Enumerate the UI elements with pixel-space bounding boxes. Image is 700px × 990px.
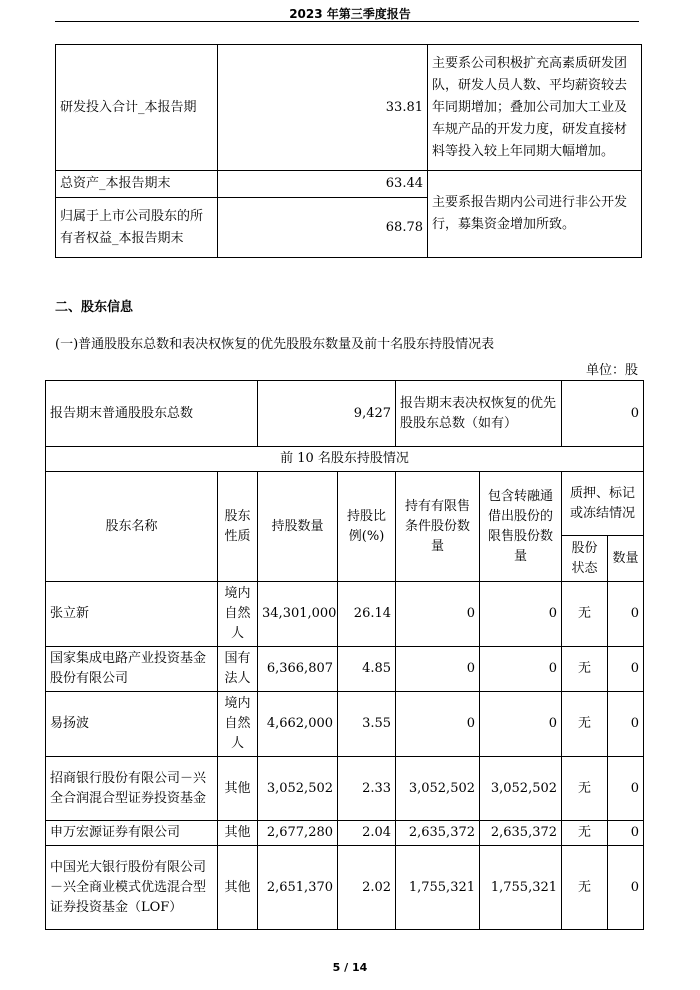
unit-label: 单位：股 — [585, 363, 638, 378]
holder-pledge-qty: 0 — [608, 821, 644, 846]
holder-lending: 0 — [480, 647, 562, 692]
row-label: 总资产_本报告期末 — [56, 171, 218, 198]
holder-name: 中国光大银行股份有限公司－兴全商业模式优选混合型证券投资基金（LOF） — [46, 846, 218, 930]
holder-pledge-status: 无 — [562, 582, 608, 647]
holder-lending: 0 — [480, 582, 562, 647]
col-header-restricted: 持有有限售条件股份数量 — [396, 472, 480, 582]
holder-name: 招商银行股份有限公司－兴全合润混合型证券投资基金 — [46, 757, 218, 821]
col-header-ratio: 持股比例(%) — [338, 472, 396, 582]
pref-holders-value: 0 — [562, 381, 644, 447]
holder-nature: 其他 — [218, 846, 258, 930]
holder-pledge-status: 无 — [562, 692, 608, 757]
holder-shares: 3,052,502 — [258, 757, 338, 821]
holder-pledge-status: 无 — [562, 846, 608, 930]
col-header-lending: 包含转融通借出股份的限售股份数量 — [480, 472, 562, 582]
col-header-nature: 股东性质 — [218, 472, 258, 582]
holder-ratio: 3.55 — [338, 692, 396, 757]
table-header-row — [46, 472, 644, 536]
holder-lending: 2,635,372 — [480, 821, 562, 846]
holder-nature: 其他 — [218, 821, 258, 846]
section-subtitle: (一)普通股股东总数和表决权恢复的优先股股东数量及前十名股东持股情况表 — [55, 337, 495, 352]
table-row — [46, 582, 644, 647]
col-header-pledge-qty: 数量 — [608, 536, 644, 582]
holder-restricted: 0 — [396, 692, 480, 757]
table-row — [46, 647, 644, 692]
holder-pledge-qty: 0 — [608, 692, 644, 757]
holder-pledge-qty: 0 — [608, 757, 644, 821]
holder-nature: 其他 — [218, 757, 258, 821]
total-holders-label: 报告期末普通股股东总数 — [46, 381, 258, 447]
holder-pledge-qty: 0 — [608, 582, 644, 647]
holder-shares: 6,366,807 — [258, 647, 338, 692]
holder-ratio: 26.14 — [338, 582, 396, 647]
holder-name: 易扬波 — [46, 692, 218, 757]
row-label: 归属于上市公司股东的所有者权益_本报告期末 — [56, 198, 218, 258]
holder-restricted: 1,755,321 — [396, 846, 480, 930]
row-reason: 主要系公司积极扩充高素质研发团队，研发人员人数、平均薪资较去年同期增加；叠加公司加大工业及车规产品的开发力度，研发直接材料等投入较上年同期大幅增加。 — [428, 45, 642, 171]
holder-pledge-qty: 0 — [608, 647, 644, 692]
col-header-shares: 持股数量 — [258, 472, 338, 582]
row-reason: 主要系报告期内公司进行非公开发行，募集资金增加所致。 — [428, 171, 642, 258]
shareholder-table — [45, 380, 644, 930]
col-header-name: 股东名称 — [46, 472, 218, 582]
holder-shares: 4,662,000 — [258, 692, 338, 757]
holder-pledge-qty: 0 — [608, 846, 644, 930]
holder-nature: 国有法人 — [218, 647, 258, 692]
total-holders-value: 9,427 — [258, 381, 396, 447]
holder-restricted: 0 — [396, 582, 480, 647]
holder-nature: 境内自然人 — [218, 582, 258, 647]
table-row — [46, 821, 644, 846]
holder-shares: 2,677,280 — [258, 821, 338, 846]
holder-ratio: 2.04 — [338, 821, 396, 846]
top10-title: 前 10 名股东持股情况 — [46, 447, 644, 472]
holder-ratio: 4.85 — [338, 647, 396, 692]
holder-shares: 34,301,000 — [258, 582, 338, 647]
holder-name: 张立新 — [46, 582, 218, 647]
holder-name: 国家集成电路产业投资基金股份有限公司 — [46, 647, 218, 692]
holder-restricted: 2,635,372 — [396, 821, 480, 846]
holder-restricted: 0 — [396, 647, 480, 692]
row-value: 33.81 — [218, 45, 428, 171]
table-row — [46, 447, 644, 472]
holder-name: 申万宏源证券有限公司 — [46, 821, 218, 846]
table-row — [46, 757, 644, 821]
change-reason-table — [55, 44, 642, 258]
pref-holders-label: 报告期末表决权恢复的优先股股东总数（如有） — [396, 381, 562, 447]
holder-pledge-status: 无 — [562, 647, 608, 692]
holder-lending: 3,052,502 — [480, 757, 562, 821]
holder-ratio: 2.33 — [338, 757, 396, 821]
row-value: 68.78 — [218, 198, 428, 258]
holder-pledge-status: 无 — [562, 757, 608, 821]
row-value: 63.44 — [218, 171, 428, 198]
section-title: 二、股东信息 — [55, 300, 134, 315]
col-header-pledge: 质押、标记或冻结情况 — [562, 472, 644, 536]
row-label: 研发投入合计_本报告期 — [56, 45, 218, 171]
holder-nature: 境内自然人 — [218, 692, 258, 757]
holder-pledge-status: 无 — [562, 821, 608, 846]
holder-ratio: 2.02 — [338, 846, 396, 930]
header-rule — [55, 21, 639, 22]
col-header-pledge-status: 股份状态 — [562, 536, 608, 582]
holder-lending: 1,755,321 — [480, 846, 562, 930]
table-row — [46, 692, 644, 757]
page-header: 2023 年第三季度报告 — [289, 7, 411, 21]
holder-restricted: 3,052,502 — [396, 757, 480, 821]
holder-lending: 0 — [480, 692, 562, 757]
holder-shares: 2,651,370 — [258, 846, 338, 930]
page-number: 5 / 14 — [332, 961, 368, 974]
table-row — [56, 171, 642, 198]
table-row — [56, 45, 642, 171]
table-row — [46, 846, 644, 930]
table-row — [46, 381, 644, 447]
